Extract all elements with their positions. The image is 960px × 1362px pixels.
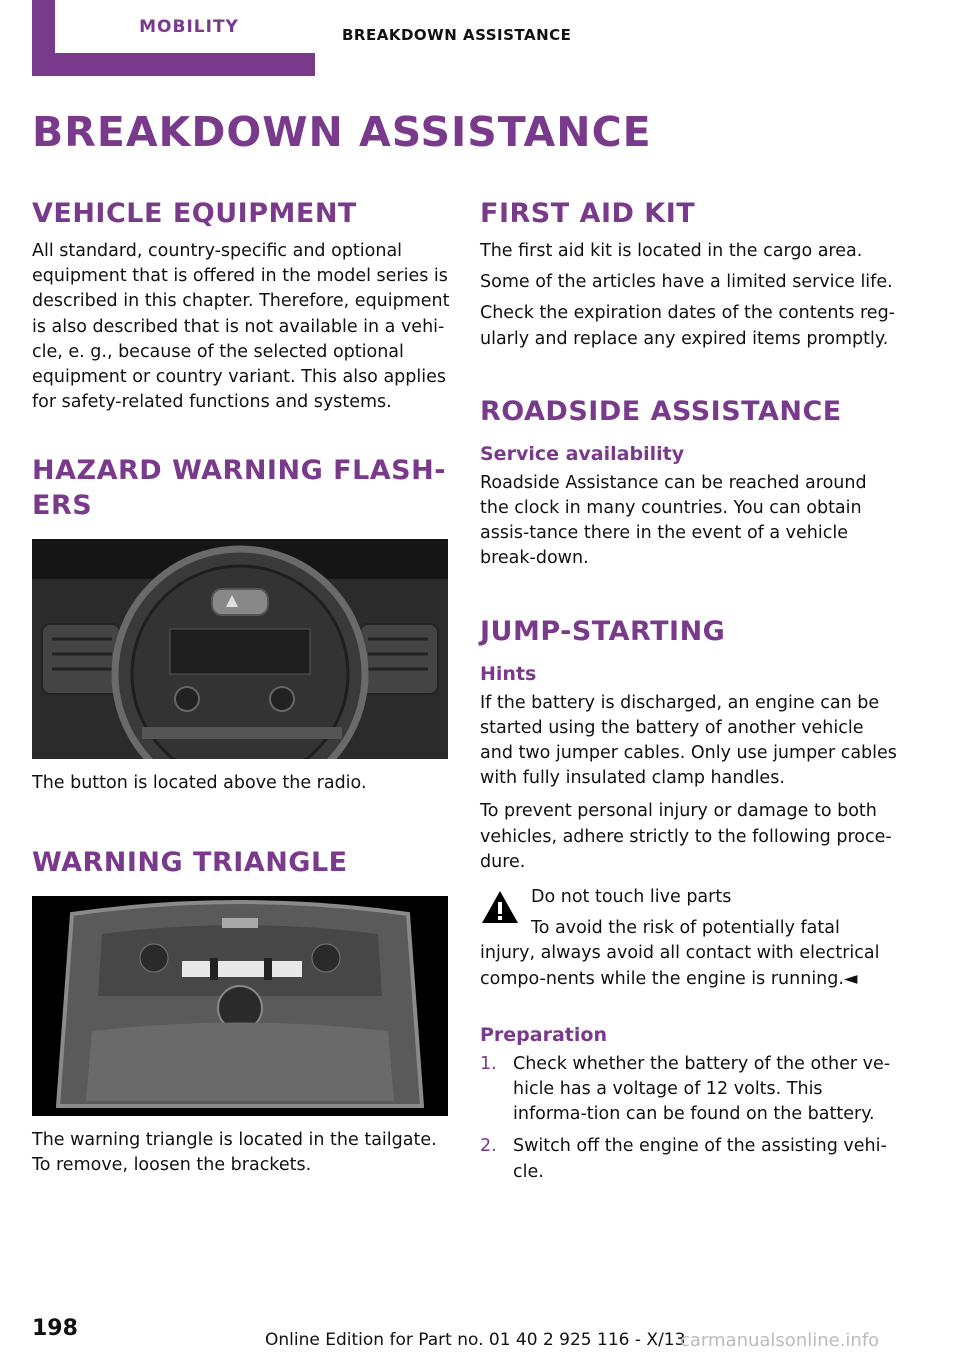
step-text: Check whether the battery of the other ve-hicle has a voltage of 12 volts. This informa-tion can be found on the battery.	[513, 1053, 891, 1125]
tailgate-image	[32, 896, 448, 1116]
preparation-steps	[480, 1052, 898, 1185]
hazard-dashboard-image	[32, 539, 448, 759]
first-aid-heading: FIRST AID KIT	[480, 198, 696, 229]
edition-text: Online Edition for Part no. 01 40 2 925 116 - X/13	[265, 1330, 686, 1350]
warning-text: To avoid the risk of potentially fatal injury, always avoid all contact with electrical compo-nents while the engine is running.◄	[480, 918, 880, 989]
step-text: Switch off the engine of the assisting vehi-cle.	[513, 1136, 887, 1182]
section-tab-label: MOBILITY	[139, 16, 239, 37]
watermark: carmanualsonline.info	[680, 1330, 880, 1351]
service-availability-heading: Service availability	[480, 442, 685, 465]
page-number: 198	[32, 1316, 78, 1341]
list-item	[480, 1134, 898, 1184]
warning-note	[480, 885, 898, 992]
warning-title: Do not touch live parts	[531, 887, 732, 908]
tailgate-illustration	[32, 896, 448, 1116]
roadside-text: Roadside Assistance can be reached around the clock in many countries. You can obtain assis-tance there in the event of a vehicle break-down.	[480, 472, 867, 569]
step-number: 2.	[480, 1136, 497, 1157]
hints-heading: Hints	[480, 662, 537, 685]
section-tab-inner	[55, 0, 323, 53]
hints-text-2: To prevent personal injury or damage to both vehicles, adhere strictly to the following proce-dure.	[480, 801, 892, 872]
section-tab	[32, 0, 315, 76]
hazard-heading: HAZARD WARNING FLASH-ERS	[32, 455, 446, 522]
right-column	[480, 196, 898, 1192]
step-number: 1.	[480, 1053, 497, 1074]
dashboard-illustration	[32, 539, 448, 759]
first-aid-text-2: Some of the articles have a limited service life.	[480, 272, 893, 293]
hints-text-1: If the battery is discharged, an engine can be started using the battery of another vehicle and two jumper cables. Only use jumper cables with fully insulated clamp handles.	[480, 692, 897, 789]
breadcrumb: BREAKDOWN ASSISTANCE	[342, 26, 572, 44]
left-column	[32, 196, 450, 1178]
hazard-caption: The button is located above the radio.	[32, 773, 367, 794]
jump-heading: JUMP-STARTING	[480, 615, 726, 647]
first-aid-text-3: Check the expiration dates of the contents reg-ularly and replace any expired items promptly.	[480, 303, 896, 349]
warning-triangle-icon	[480, 889, 520, 925]
first-aid-text-1: The first aid kit is located in the cargo area.	[480, 241, 863, 261]
preparation-heading: Preparation	[480, 1023, 607, 1046]
vehicle-equipment-heading: VEHICLE EQUIPMENT	[32, 198, 357, 229]
list-item	[480, 1052, 898, 1128]
page-title: BREAKDOWN ASSISTANCE	[32, 108, 652, 156]
triangle-caption: The warning triangle is located in the tailgate. To remove, loosen the brackets.	[32, 1129, 437, 1175]
vehicle-equipment-text: All standard, country-specific and optional equipment that is offered in the model series is described in this chapter. Therefore, equipment is also described that is not available in a vehi-cle, e. g., because of the selected optional equipment or country variant. This also applies for safety-related functions and systems.	[32, 241, 450, 413]
roadside-heading: ROADSIDE ASSISTANCE	[480, 395, 842, 427]
triangle-heading: WARNING TRIANGLE	[32, 846, 348, 878]
